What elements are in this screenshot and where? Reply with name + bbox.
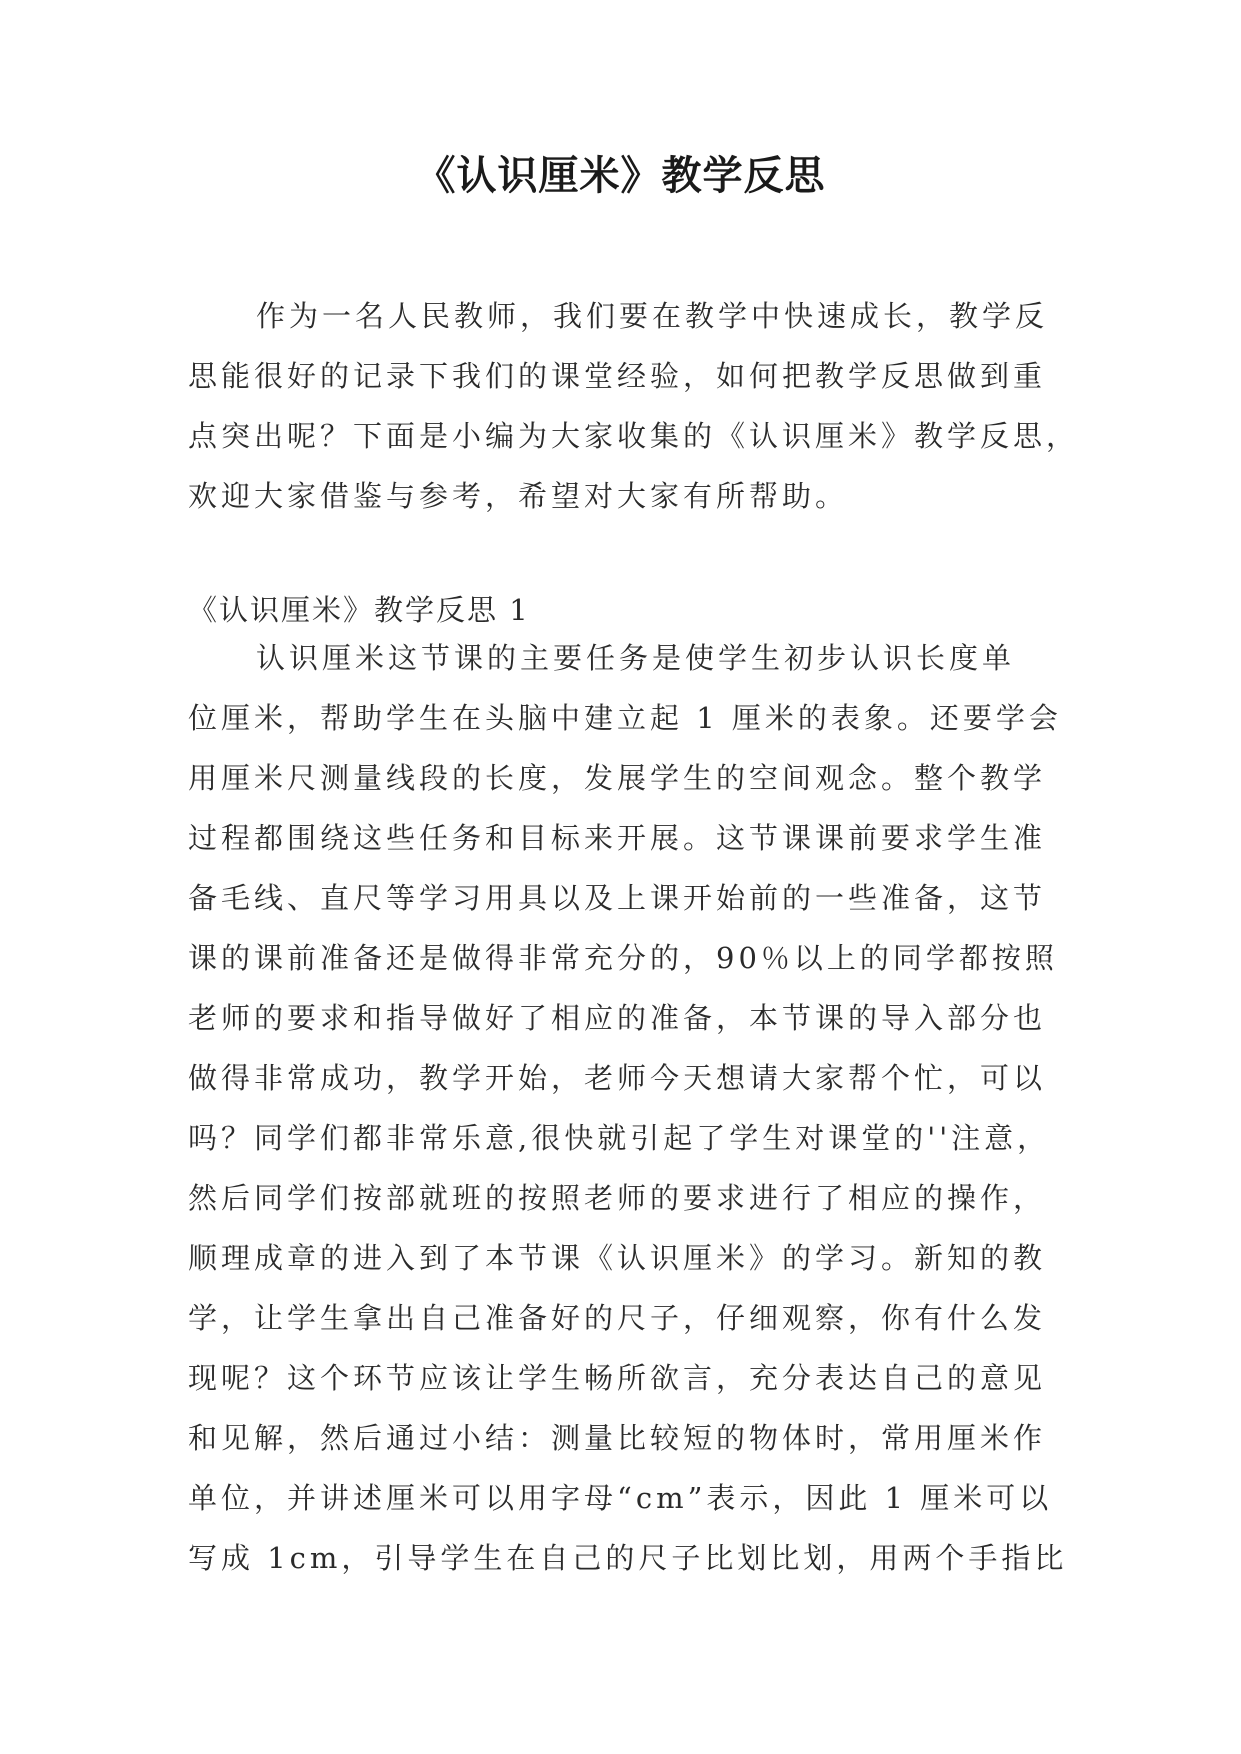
body-line: 认识厘米这节课的主要任务是使学生初步认识长度单 [256,641,1016,675]
body-line: 学，让学生拿出自己准备好的尺子，仔细观察，你有什么发 [188,1301,1047,1335]
intro-line: 欢迎大家借鉴与参考，希望对大家有所帮助。 [188,479,849,513]
intro-line: 思能很好的记录下我们的课堂经验，如何把教学反思做到重 [188,359,1047,393]
body-line: 课的课前准备还是做得非常充分的，90％以上的同学都按照 [188,941,1058,975]
body-line: 位厘米，帮助学生在头脑中建立起 1 厘米的表象。还要学会 [188,701,1062,735]
document-title: 《认识厘米》教学反思 [415,153,826,199]
body-line: 顺理成章的进入到了本节课《认识厘米》的学习。新知的教 [188,1241,1047,1275]
body-line: 吗？同学们都非常乐意,很快就引起了学生对课堂的''注意， [188,1121,1051,1155]
intro-line: 点突出呢？下面是小编为大家收集的《认识厘米》教学反思， [188,419,1080,453]
body-paragraph [188,628,1068,1588]
body-line: 然后同学们按部就班的按照老师的要求进行了相应的操作， [188,1181,1047,1215]
section-heading: 《认识厘米》教学反思 1 [188,593,530,627]
body-line: 过程都围绕这些任务和目标来开展。这节课课前要求学生准 [188,821,1047,855]
body-line: 和见解，然后通过小结：测量比较短的物体时，常用厘米作 [188,1421,1047,1455]
body-line: 用厘米尺测量线段的长度，发展学生的空间观念。整个教学 [188,761,1047,795]
body-line: 老师的要求和指导做好了相应的准备，本节课的导入部分也 [188,1001,1047,1035]
body-line: 做得非常成功，教学开始，老师今天想请大家帮个忙，可以 [188,1061,1047,1095]
intro-paragraph [188,286,1080,526]
intro-line: 作为一名人民教师，我们要在教学中快速成长，教学反 [256,299,1049,333]
body-line: 单位，并讲述厘米可以用字母“cm”表示，因此 1 厘米可以 [188,1481,1053,1515]
body-line: 写成 1cm，引导学生在自己的尺子比划比划，用两个手指比 [188,1541,1068,1575]
body-line: 现呢？这个环节应该让学生畅所欲言，充分表达自己的意见 [188,1361,1047,1395]
body-line: 备毛线、直尺等学习用具以及上课开始前的一些准备，这节 [188,881,1047,915]
